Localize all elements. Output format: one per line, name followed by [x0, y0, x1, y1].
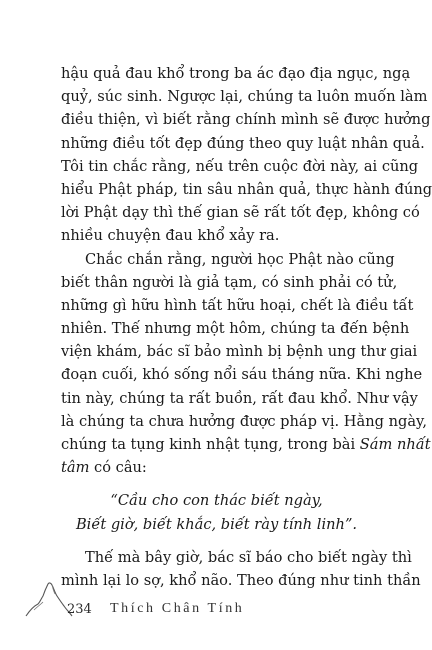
text-line: đoạn cuối, khó sống nổi sáu tháng nữa. Khi nghe: [61, 366, 423, 384]
text-line: hậu quả đau khổ trong ba ác đạo địa ngục, ngạ: [61, 65, 411, 82]
text-line: lời Phật dạy thì thế gian sẽ rất tốt đẹp, không có: [61, 204, 420, 222]
text-line: những gì hữu hình tất hữu hoại, chết là điều tất: [61, 296, 414, 314]
prayer-title: tâm: [61, 459, 90, 477]
body-text: [61, 62, 432, 592]
author-name: Thích Chân Tính: [110, 601, 245, 616]
text-line: [61, 456, 372, 479]
text-segment: chúng ta tụng kinh nhật tụng, trong bài: [61, 436, 356, 453]
text-segment: có câu:: [94, 459, 147, 477]
text-line: quỷ, súc sinh. Ngược lại, chúng ta luôn muốn làm: [61, 88, 428, 106]
text-line: Tôi tin chắc rằng, nếu trên cuộc đời này, ai cũng: [61, 157, 419, 175]
paragraph-start-line: Chắc chắn rằng, người học Phật nào cũng: [85, 250, 395, 268]
prayer-title: Sám nhất: [359, 436, 431, 453]
text-line: tin này, chúng ta rất buồn, rất đau khổ. Như vậy: [61, 389, 418, 407]
text-line: mình lại lo sợ, khổ não. Theo đúng như tinh thần: [61, 571, 421, 589]
text-line: nhiên. Thế nhưng một hôm, chúng ta đến bệnh: [61, 320, 410, 338]
verse-line: Biết giờ, biết khắc, biết rày tính linh”.: [75, 515, 358, 533]
text-line: [61, 433, 431, 456]
page-footer: [0, 566, 420, 626]
text-line: nhiều chuyện đau khổ xảy ra.: [61, 227, 280, 245]
text-line: biết thân người là giả tạm, có sinh phải có tử,: [61, 273, 398, 291]
text-line: những điều tốt đẹp đúng theo quy luật nhân quả.: [61, 134, 425, 152]
text-line: là chúng ta chưa hưởng được pháp vị. Hằng ngày,: [61, 412, 427, 430]
text-line: hiểu Phật pháp, tin sâu nhân quả, thực hành đúng: [61, 180, 432, 198]
page-number: 234: [67, 602, 92, 617]
verse-line: “Cầu cho con thác biết ngày,: [110, 492, 323, 510]
text-line: viện khám, bác sĩ bảo mình bị bệnh ung thư giai: [61, 343, 418, 361]
paragraph-start-line: Thế mà bây giờ, bác sĩ báo cho biết ngày thì: [85, 548, 412, 566]
text-line: điều thiện, vì biết rằng chính mình sẽ được hưởng: [61, 111, 431, 129]
